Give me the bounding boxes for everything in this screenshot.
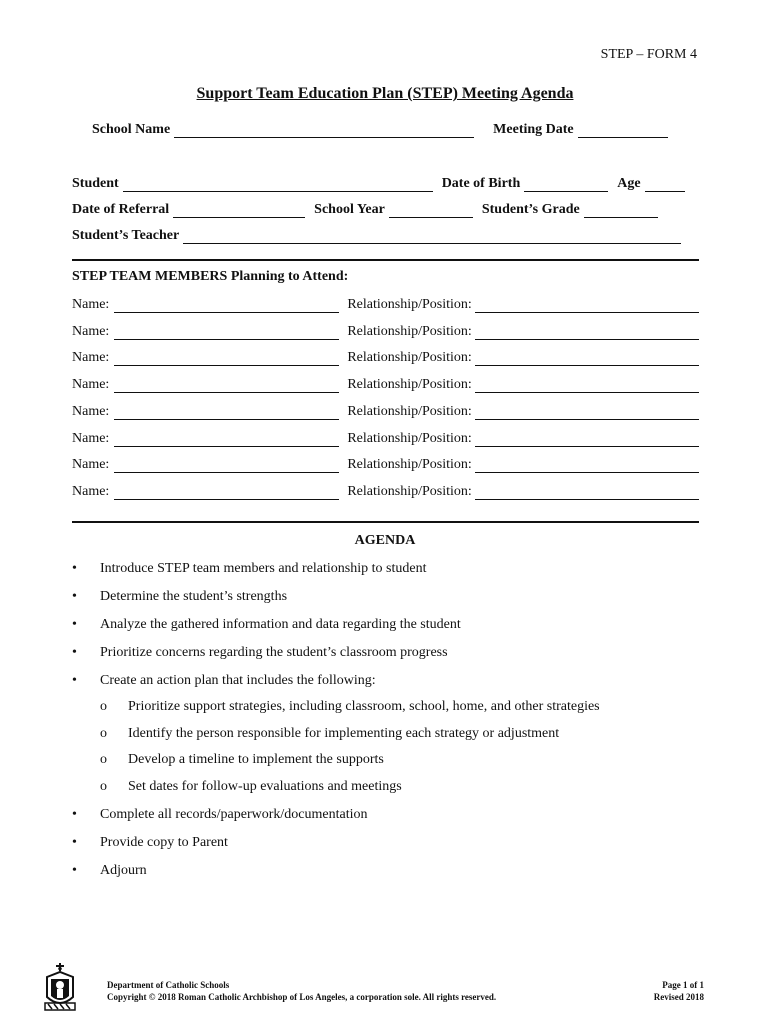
agenda-item: Provide copy to Parent <box>100 835 228 850</box>
referral-field[interactable] <box>173 203 305 218</box>
section-divider <box>72 259 699 261</box>
member-position-label: Relationship/Position: <box>347 404 472 419</box>
agenda-item: Prioritize concerns regarding the student’s classroom progress <box>100 645 448 660</box>
team-heading: STEP TEAM MEMBERS Planning to Attend: <box>72 269 349 284</box>
agenda-item: Introduce STEP team members and relationship to student <box>100 561 427 576</box>
meeting-date-field[interactable] <box>578 123 668 138</box>
member-position-field[interactable] <box>475 325 699 340</box>
bullet-icon: • <box>72 617 77 632</box>
member-name-label: Name: <box>72 297 110 312</box>
member-position-label: Relationship/Position: <box>347 377 472 392</box>
student-row <box>72 174 698 192</box>
bullet-icon: • <box>72 673 77 688</box>
agenda-item: Adjourn <box>100 863 147 878</box>
student-field[interactable] <box>123 177 433 192</box>
footer-revised: Revised 2018 <box>653 992 704 1002</box>
referral-label: Date of Referral <box>72 202 170 217</box>
page-title: Support Team Education Plan (STEP) Meeting Agenda <box>196 85 574 102</box>
footer-copyright: Copyright © 2018 Roman Catholic Archbishop of Los Angeles, a corporation sole. All rights reserved. <box>107 992 497 1002</box>
agenda-subitem: Identify the person responsible for implementing each strategy or adjustment <box>128 726 560 741</box>
sub-bullet-icon: o <box>100 726 107 741</box>
dob-label: Date of Birth <box>441 176 521 191</box>
agenda-item: Determine the student’s strengths <box>100 589 288 604</box>
bullet-icon: • <box>72 863 77 878</box>
agenda-item: Analyze the gathered information and data regarding the student <box>100 617 461 632</box>
member-name-field[interactable] <box>114 458 339 473</box>
member-name-label: Name: <box>72 377 110 392</box>
footer-page: Page 1 of 1 <box>662 980 704 990</box>
member-name-field[interactable] <box>114 325 339 340</box>
member-position-label: Relationship/Position: <box>347 324 472 339</box>
member-position-field[interactable] <box>475 458 699 473</box>
bullet-icon: • <box>72 645 77 660</box>
member-name-field[interactable] <box>114 405 339 420</box>
grade-field[interactable] <box>584 203 658 218</box>
team-member-row <box>72 322 699 340</box>
student-label: Student <box>72 176 119 191</box>
school-year-label: School Year <box>314 202 385 217</box>
bullet-icon: • <box>72 807 77 822</box>
dob-field[interactable] <box>524 177 608 192</box>
member-position-field[interactable] <box>475 405 699 420</box>
member-name-label: Name: <box>72 457 110 472</box>
school-name-label: School Name <box>92 122 171 137</box>
meeting-date-label: Meeting Date <box>493 122 574 137</box>
form-id: STEP – FORM 4 <box>600 47 697 62</box>
member-name-label: Name: <box>72 324 110 339</box>
member-name-field[interactable] <box>114 485 339 500</box>
age-field[interactable] <box>645 177 685 192</box>
footer-left <box>107 979 496 1003</box>
agenda-subitem: Set dates for follow-up evaluations and meetings <box>128 779 402 794</box>
bullet-icon: • <box>72 835 77 850</box>
member-position-label: Relationship/Position: <box>347 350 472 365</box>
footer-department: Department of Catholic Schools <box>107 980 230 990</box>
member-position-field[interactable] <box>475 432 699 447</box>
team-member-row <box>72 455 699 473</box>
team-member-row <box>72 402 699 420</box>
member-name-field[interactable] <box>114 351 339 366</box>
member-position-label: Relationship/Position: <box>347 484 472 499</box>
member-position-label: Relationship/Position: <box>347 457 472 472</box>
agenda-heading: AGENDA <box>354 533 416 548</box>
footer-right <box>654 979 704 1003</box>
age-label: Age <box>617 176 641 191</box>
sub-bullet-icon: o <box>100 699 107 714</box>
member-position-field[interactable] <box>475 298 699 313</box>
member-name-label: Name: <box>72 404 110 419</box>
member-name-field[interactable] <box>114 432 339 447</box>
teacher-label: Student’s Teacher <box>72 228 180 243</box>
team-member-row <box>72 295 699 313</box>
member-position-field[interactable] <box>475 351 699 366</box>
member-name-label: Name: <box>72 350 110 365</box>
member-position-label: Relationship/Position: <box>347 297 472 312</box>
agenda-subitem: Develop a timeline to implement the supports <box>128 752 384 767</box>
member-position-field[interactable] <box>475 485 699 500</box>
member-name-field[interactable] <box>114 298 339 313</box>
sub-bullet-icon: o <box>100 752 107 767</box>
bullet-icon: • <box>72 589 77 604</box>
teacher-row <box>72 226 698 244</box>
team-member-row <box>72 348 699 366</box>
agenda-subitem: Prioritize support strategies, including classroom, school, home, and other strategies <box>128 699 600 714</box>
grade-label: Student’s Grade <box>481 202 580 217</box>
member-position-label: Relationship/Position: <box>347 431 472 446</box>
bullet-icon: • <box>72 561 77 576</box>
team-member-row <box>72 429 699 447</box>
archdiocese-crest-icon <box>44 963 76 1011</box>
team-member-row <box>72 375 699 393</box>
member-name-label: Name: <box>72 484 110 499</box>
agenda-item: Complete all records/paperwork/documentation <box>100 807 368 822</box>
member-name-label: Name: <box>72 431 110 446</box>
member-name-field[interactable] <box>114 378 339 393</box>
school-info-row <box>92 120 698 138</box>
referral-row <box>72 200 698 218</box>
teacher-field[interactable] <box>183 229 681 244</box>
agenda-item: Create an action plan that includes the following: <box>100 673 376 688</box>
team-member-row <box>72 482 699 500</box>
school-year-field[interactable] <box>389 203 473 218</box>
school-name-field[interactable] <box>174 123 474 138</box>
member-position-field[interactable] <box>475 378 699 393</box>
sub-bullet-icon: o <box>100 779 107 794</box>
agenda-divider <box>72 521 699 523</box>
